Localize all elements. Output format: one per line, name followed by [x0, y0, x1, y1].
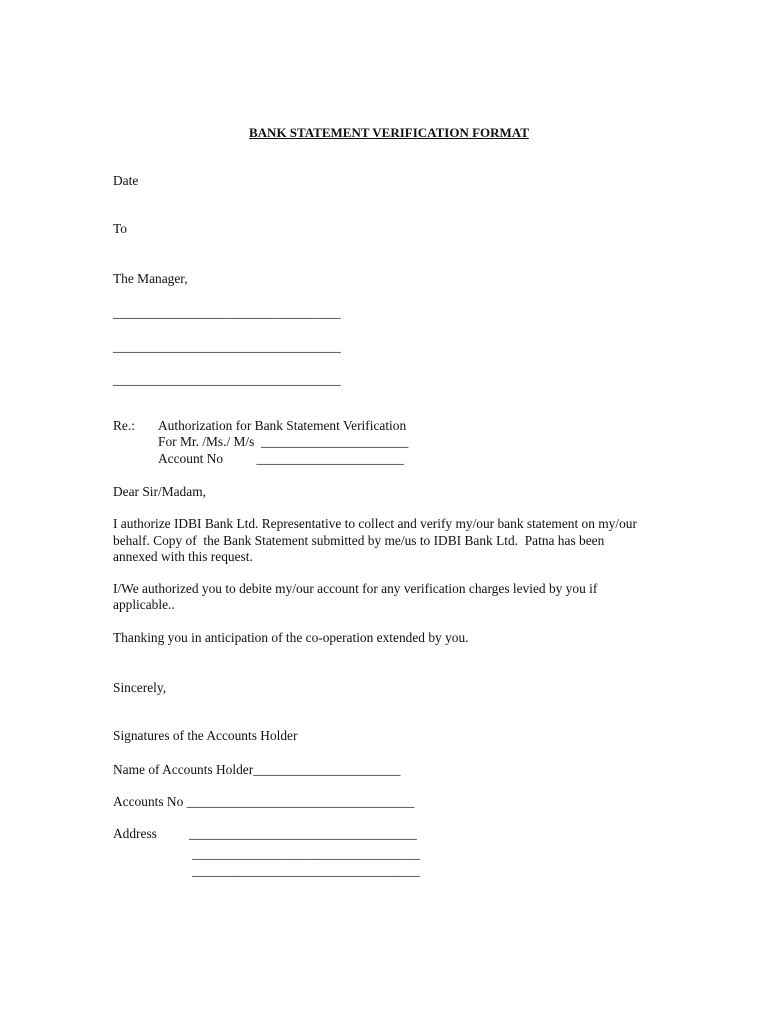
address-blank-line: __________________________________ [113, 339, 341, 354]
signatures-label: Signatures of the Accounts Holder [113, 728, 298, 743]
re-label: Re.: [113, 418, 135, 433]
closing: Sincerely, [113, 680, 167, 695]
accounts-no-line: Accounts No __________________________________ [113, 794, 415, 809]
paragraph-line: annexed with this request. [113, 549, 253, 564]
salutation: Dear Sir/Madam, [113, 484, 206, 499]
paragraph-line: applicable.. [113, 597, 175, 612]
address-label: Address [113, 826, 157, 841]
holder-address-line: __________________________________ [192, 846, 420, 861]
holder-name-line: Name of Accounts Holder______________________ [113, 762, 401, 777]
re-account-line: Account No ______________________ [158, 451, 404, 466]
holder-address-line: __________________________________ [192, 863, 420, 878]
re-for-line: For Mr. /Ms./ M/s ______________________ [158, 434, 409, 449]
paragraph-line: behalf. Copy of the Bank Statement submitted by me/us to IDBI Bank Ltd. Patna has been [113, 533, 605, 548]
address-blank-line: __________________________________ [113, 372, 341, 387]
address-blank-line: __________________________________ [113, 305, 341, 320]
paragraph-line: I/We authorized you to debite my/our account for any verification charges levied by you if [113, 581, 598, 596]
date-label: Date [113, 173, 139, 188]
to-label: To [113, 221, 127, 236]
document-title: BANK STATEMENT VERIFICATION FORMAT [249, 125, 529, 140]
holder-address-line: __________________________________ [189, 826, 417, 841]
paragraph-line: I authorize IDBI Bank Ltd. Representative to collect and verify my/our bank statement on my/our [113, 516, 637, 531]
thanks-paragraph: Thanking you in anticipation of the co-operation extended by you. [113, 630, 469, 645]
addressee: The Manager, [113, 271, 188, 286]
re-subject: Authorization for Bank Statement Verification [158, 418, 407, 433]
